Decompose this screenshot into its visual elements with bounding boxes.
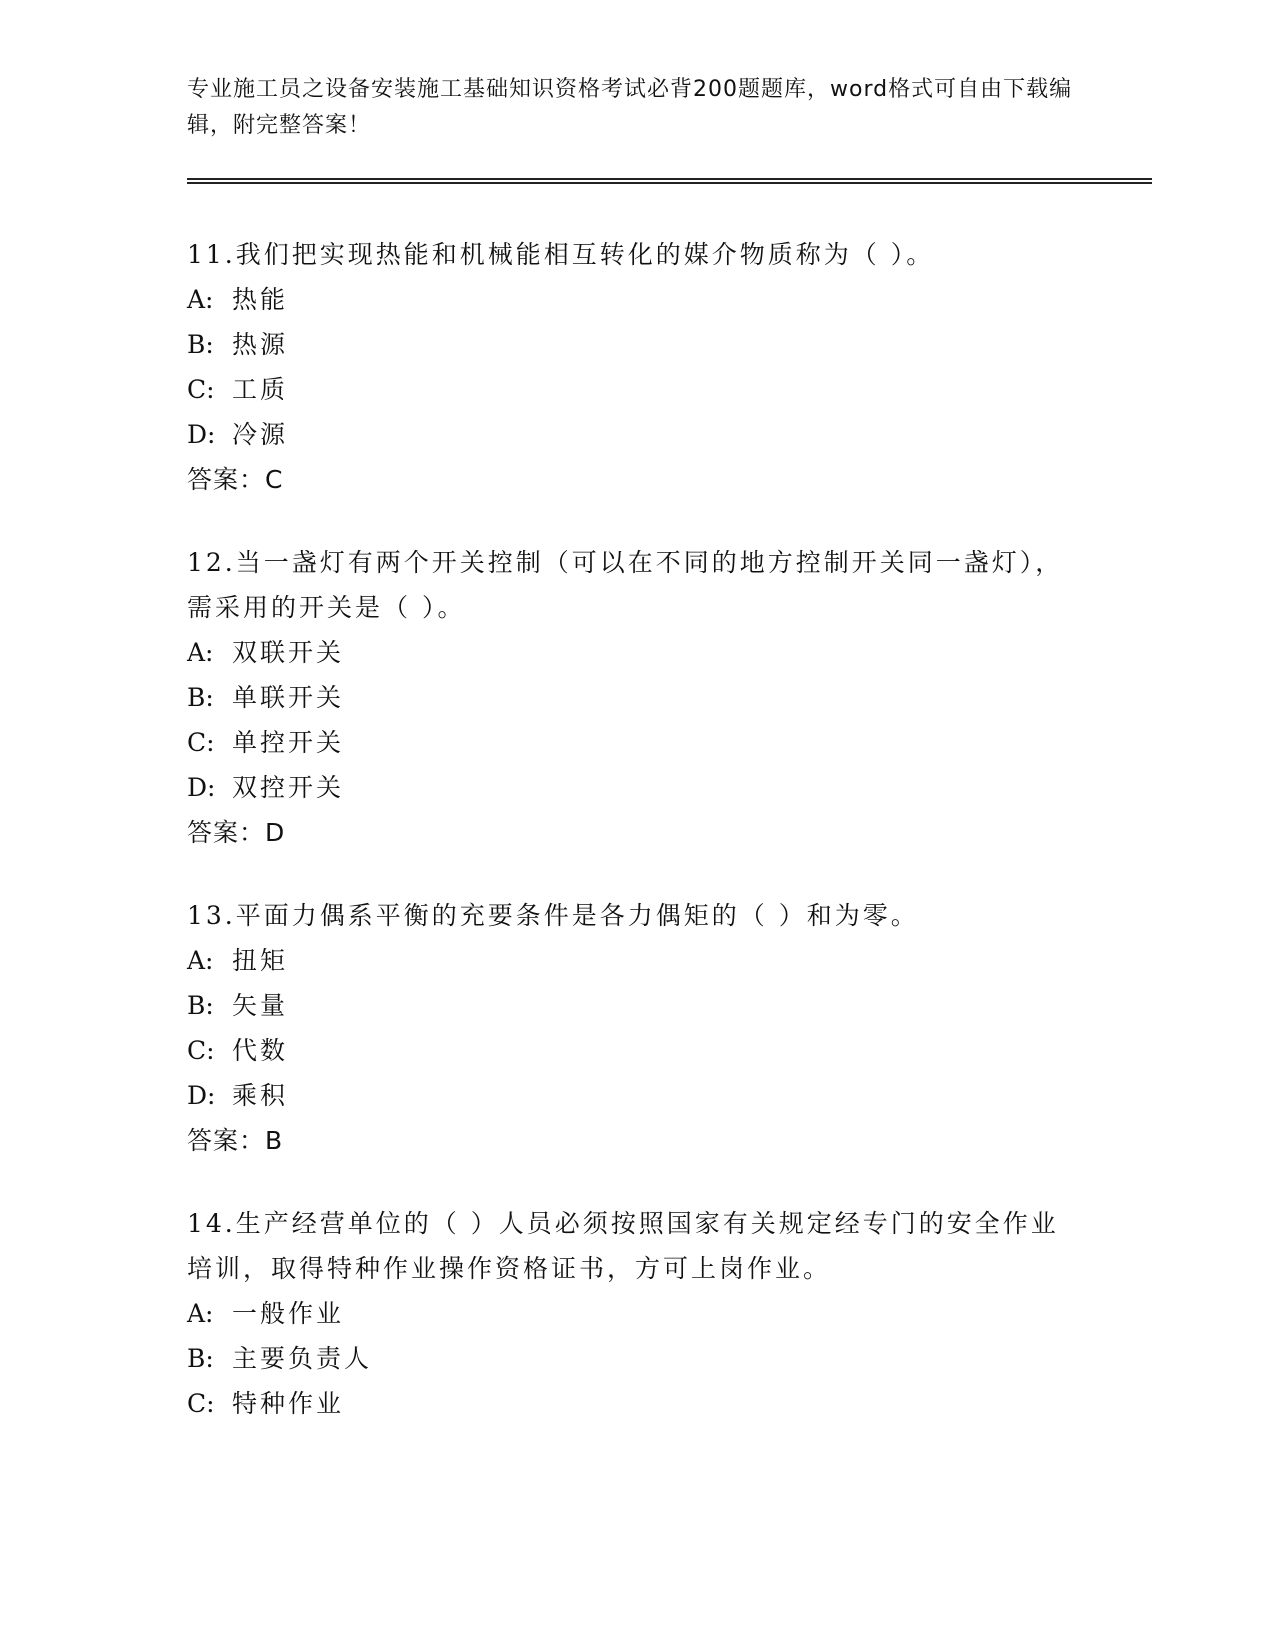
question-stem: 14.生产经营单位的（ ）人员必须按照国家有关规定经专门的安全作业培训，取得特种作业操作资格证书，方可上岗作业。 [187, 1209, 1059, 1283]
option-a [187, 938, 1077, 983]
option-a [187, 277, 1077, 322]
option-letter: C: [187, 1036, 215, 1065]
option-text: 工质 [232, 375, 289, 404]
option-letter: D: [187, 773, 216, 802]
document-title: 专业施工员之设备安装施工基础知识资格考试必背200题题库，word格式可自由下载编辑，附完整答案！ [187, 77, 1073, 138]
option-d [187, 412, 1077, 457]
option-a [187, 630, 1077, 675]
option-letter: B: [187, 683, 214, 712]
option-text: 热能 [232, 285, 289, 314]
option-text: 扭矩 [232, 946, 289, 975]
option-text: 冷源 [232, 420, 289, 449]
option-text: 主要负责人 [232, 1344, 373, 1373]
option-c [187, 1028, 1077, 1073]
option-letter: C: [187, 375, 215, 404]
question-item [187, 893, 1077, 1163]
option-text: 单联开关 [232, 683, 345, 712]
option-letter: D: [187, 420, 216, 449]
option-text: 双控开关 [232, 773, 345, 802]
option-letter: D: [187, 1081, 216, 1110]
option-text: 一般作业 [232, 1299, 345, 1328]
option-d [187, 765, 1077, 810]
option-text: 双联开关 [232, 638, 345, 667]
question-item [187, 540, 1077, 855]
option-letter: A: [187, 285, 214, 314]
option-letter: A: [187, 1299, 214, 1328]
option-b [187, 1336, 1077, 1381]
option-a [187, 1291, 1077, 1336]
option-c [187, 720, 1077, 765]
option-text: 特种作业 [232, 1389, 345, 1418]
answer-line: 答案：C [187, 465, 284, 494]
option-text: 单控开关 [232, 728, 345, 757]
option-letter: A: [187, 638, 214, 667]
option-c [187, 367, 1077, 412]
option-text: 乘积 [232, 1081, 289, 1110]
option-text: 热源 [232, 330, 289, 359]
question-item [187, 1201, 1077, 1426]
option-letter: B: [187, 330, 214, 359]
option-text: 矢量 [232, 991, 289, 1020]
option-letter: B: [187, 1344, 214, 1373]
answer-line: 答案：B [187, 1126, 284, 1155]
option-letter: A: [187, 946, 214, 975]
option-letter: C: [187, 1389, 215, 1418]
option-b [187, 983, 1077, 1028]
option-text: 代数 [232, 1036, 289, 1065]
question-item [187, 232, 1077, 502]
option-letter: B: [187, 991, 214, 1020]
question-stem: 11.我们把实现热能和机械能相互转化的媒介物质称为（ ）。 [187, 240, 935, 269]
question-stem: 12.当一盏灯有两个开关控制（可以在不同的地方控制开关同一盏灯），需采用的开关是（ ）。 [187, 548, 1064, 622]
option-b [187, 322, 1077, 367]
answer-line: 答案：D [187, 818, 286, 847]
question-list [187, 232, 1077, 1464]
option-d [187, 1073, 1077, 1118]
option-c [187, 1381, 1077, 1426]
header-double-rule [187, 178, 1152, 184]
question-stem: 13.平面力偶系平衡的充要条件是各力偶矩的（ ）和为零。 [187, 901, 919, 930]
option-letter: C: [187, 728, 215, 757]
option-b [187, 675, 1077, 720]
